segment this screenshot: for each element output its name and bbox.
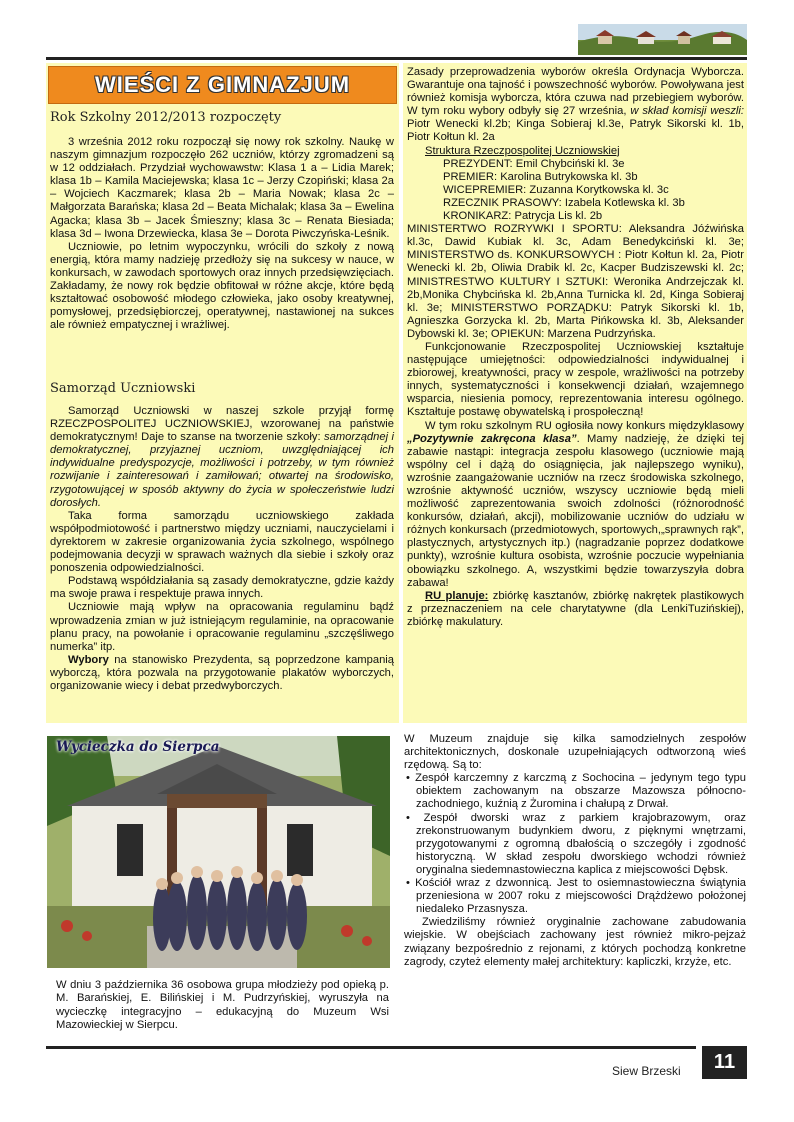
paragraph: Wybory na stanowisko Prezydenta, są poprzedzone kampanią wyborczą, która pozwala na przygotowanie plakatów wyborczych, organizowanie wiecy i debat przedwyborczych. xyxy=(50,653,394,692)
paragraph: Uczniowie mają wpływ na opracowania regulaminu bądź wprowadzenia zmian w już istniejącym regulaminie, na opracowanie planu pracy, na powołanie i opracowanie regulaminu „szczęśliwego numerka” itp. xyxy=(50,601,394,653)
paragraph: Funkcjonowanie Rzeczpospolitej Uczniowskiej kształtuje następujące umiejętności: odpowiedzialności indywidualnej i zbiorowej, kreatywności, pracy w zespole, wrażliwości na potrzeby innych, systematyczności i konsekwencji działań, wzajemnego wsparcia, niesienia pomocy, reprezentowania interesu ogólnego. Kształtuje postawę obywatelską i prospołeczną! xyxy=(407,340,744,419)
structure-item: KRONIKARZ: Patrycja Lis kl. 2b xyxy=(443,210,603,223)
trip-photo xyxy=(47,736,390,968)
list-item: • Zespół dworski wraz z parkiem krajobrazowym, oraz zrekonstruowanym budynkiem dworu, z pięknymi wnętrzami, przygotowanymi z ogromną dbałością o szczegóły i zgodność historyczną. W skład zespołu dworskiego wchodzi również oryginalna siedemnastowieczna kaplica z miejscowości Dębsk. xyxy=(406,811,746,876)
paragraph: W tym roku szkolnym RU ogłosiła nowy konkurs międzyklasowy „Pozytywnie zakręcona klasa”. Mamy nadzieję, że dzięki tej zabawie nastąpi: integracja zespołu klasowego (uczniowie mają wspólny cel i dążą do osiągnięcia, jak najlepszego wyniku), wzrośnie zaangażowanie uczniów na rzecz środowiska szkolnego, wzrośnie aktywność uczniów, wszyscy uczniowie będą mieli możliwość zaprezentowania swoich zdolności (różnorodność konkursów, działań, akcji), mobilizowanie uczniów do udziału w różnych konkursach (przedmiotowych, sportowych,„sprawnych rąk”, plastycznych, artystycznych itp.) (nagradzanie poprzez dodatkowe punkty), wzrośnie kultura osobista, wzrośnie poczucie wypełniania obowiązku szkolnego. A, wszystkimi będzie towarzyszyła dobra zabawa! xyxy=(407,419,744,589)
structure-item: WICEPREMIER: Zuzanna Korytkowska kl. 3c xyxy=(443,183,669,196)
section-school-year-text xyxy=(50,136,394,332)
paragraph: Uczniowie, po letnim wypoczynku, wrócili do szkoły z nową energią, która mamy nadzieję przedłoży się na sukcesy w nauce, w konkursach, w zawodach sportowych oraz innych przedsięwzięciach. Zakładamy, że nowy rok będzie obfitował w różne akcje, które będą kształtować osobowość młodego człowieka, jako osoby kreatywnej, pomysłowej, przedsiębiorczej, operatywnej, nastawionej na sukces ale również empatycznej i wrażliwej. xyxy=(50,240,394,332)
paragraph: Podstawą współdziałania są zasady demokratyczne, gdzie każdy ma swoje prawa i respektuje prawa innych. xyxy=(50,575,394,601)
paragraph: W Muzeum znajduje się kilka samodzielnych zespołów architektonicznych, doskonale uzupełniających odtworzoną wieś rzędową. Są to: xyxy=(404,733,746,772)
photo-title: Wycieczka do Sierpca xyxy=(56,739,220,755)
paragraph: 3 września 2012 roku rozpoczął się nowy rok szkolny. Naukę w naszym gimnazjum rozpoczęło 262 uczniów, którzy zgromadzeni są w 12 oddziałach. Przydział wychowawstw: Klasa 1 a – Lidia Marek; klasa 1b – Kamila Maciejewska; klasa 1c – Jerzy Czopiński; klasa 2a – Wojciech Kaczmarek; klasa 2b – Maria Nowak; klasa 2c – Małgorzata Barańska; klasa 2d – Beata Michalak; klasa 3a – Ewelina Agacka; klasa 3b – Jacek Śmieszny; klasa 3c – Renata Biesiada; klasa 3d – Iwona Drzewiecka, klasa 3e – Dorota Piwczyńska-Leśnik. xyxy=(50,136,394,240)
ministries: MINISTERTWO ROZRYWKI I SPORTU: Aleksandra Jóźwińska kl.3c, Dawid Kubiak kl. 3c, Adam Benedykciński kl. 3e; MINISTERSTWO ds. KONKURSOWYCH : Piotr Kołtun kl. 2a, Piotr Wenecki kl. 2b, Oliwia Drabik kl. 2c, Kacper Budziszewski kl. 2c; MINISTRESTWO KULTURY I SZTUKI: Weronika Andrzejczak kl. 2b,Monika Chybcińska kl. 2b,Anna Turnicka kl. 2d, Kinga Sobieraj kl. 3e; MINISTERSTWO PORZĄDKU: Patryk Sikorski kl. 1b, Agnieszka Gorzycka kl. 2b, Marta Pińkowska kl. 3b, Aleksander Dybowski kl. 3e; OPIEKUN: Marzena Pudrzyńska. xyxy=(407,223,744,340)
photo-caption: W dniu 3 października 36 osobowa grupa młodzieży pod opieką p. M. Barańskiej, E. Bilińskiej i M. Pudrzyńskiej, wyruszyła na wycieczkę integracyjno – edukacyjną do Muzeum Wsi Mazowieckiej w Sierpcu. xyxy=(56,979,389,1032)
paragraph: Samorząd Uczniowski w naszej szkole przyjął formę RZECZPOSPOLITEJ UCZNIOWSKIEJ, wzorowanej na państwie demokratycznym! Daje to szanse na tworzenie szkoły: samorządnej i demokratycznej, przyjaznej uczniom, uwzględniającej ich indywidualne predyspozycje, możliwości i potrzeby, w tym również rozwijanie i zainteresowań i zamiłowań; otwartej na środowisko, rzygotowującej w sposób aktywny do życia w społeczeństwie ludzi dorosłych. xyxy=(50,405,394,509)
list-item: • Zespół karczemny z karczmą z Sochocina – jedynym tego typu obiektem zachowanym na obszarze Mazowsza północno-zachodniego, kuźnią z Żuromina i chałupą z Drwał. xyxy=(406,772,746,811)
section-student-council-text xyxy=(50,405,394,693)
masthead: WIEŚCI Z GIMNAZJUM xyxy=(48,66,397,104)
museum-text xyxy=(404,733,746,969)
right-column-text xyxy=(407,66,744,629)
structure-item: PREMIER: Karolina Butrykowska kl. 3b xyxy=(443,170,638,183)
structure-item: PREZYDENT: Emil Chybciński kl. 3e xyxy=(443,157,625,170)
paragraph: Zasady przeprowadzenia wyborów określa Ordynacja Wyborcza. Gwarantuje ona tajność i powszechność wyborów. Powoływana jest również komisja wyborcza, która czuwa nad przebiegiem wyborów. W tym roku wybory odbyły się 27 września, w skład komisji weszli: Piotr Wenecki kl.2b; Kinga Sobieraj kl.3e, Patryk Sikorski kl. 1b, Piotr Kołtun kl. 2a xyxy=(407,66,745,144)
paragraph: RU planuje: zbiórkę kasztanów, zbiórkę nakrętek plastikowych z przeznaczeniem na cele charytatywne (dla LenkiTuzińskiej), zbiórkę makulatury. xyxy=(407,589,744,628)
structure-title: Struktura Rzeczpospolitej Uczniowskiej xyxy=(425,144,620,157)
header-village-image xyxy=(578,24,747,55)
footer-publication-name: Siew Brzeski xyxy=(612,1064,681,1078)
paragraph: Taka forma samorządu uczniowskiego zakłada współpodmiotowość i partnerstwo między uczniami, nauczycielami i dyrektorem w zakresie organizowania życia szkolnego, wspólnego podejmowania decyzji w sprawach ważnych dla siebie i szkoły oraz ponoszenia odpowiedzialności. xyxy=(50,509,394,575)
top-rule xyxy=(46,57,747,60)
list-item: • Kościół wraz z dzwonnicą. Jest to osiemnastowieczna świątynia przeniesiona w 2007 roku z miejscowości Drążdżewo położonej niedaleko Przasnysza. xyxy=(406,877,746,916)
bottom-rule xyxy=(46,1046,696,1049)
section-title-school-year: Rok Szkolny 2012/2013 rozpoczęty xyxy=(50,110,282,125)
structure-item: RZECZNIK PRASOWY: Izabela Kotlewska kl. 3b xyxy=(443,196,685,209)
section-title-student-council: Samorząd Uczniowski xyxy=(50,381,196,396)
page-number: 11 xyxy=(702,1046,747,1079)
paragraph: Zwiedziliśmy również oryginalnie zachowane zabudowania wiejskie. W obejściach zachowany jest również mikro-pejzaż związany bezpośrednio z rejonami, z których pochodzą konkretne zagrody, czyteż elementy małej architektury: kapliczki, krzyże, etc. xyxy=(404,916,746,968)
